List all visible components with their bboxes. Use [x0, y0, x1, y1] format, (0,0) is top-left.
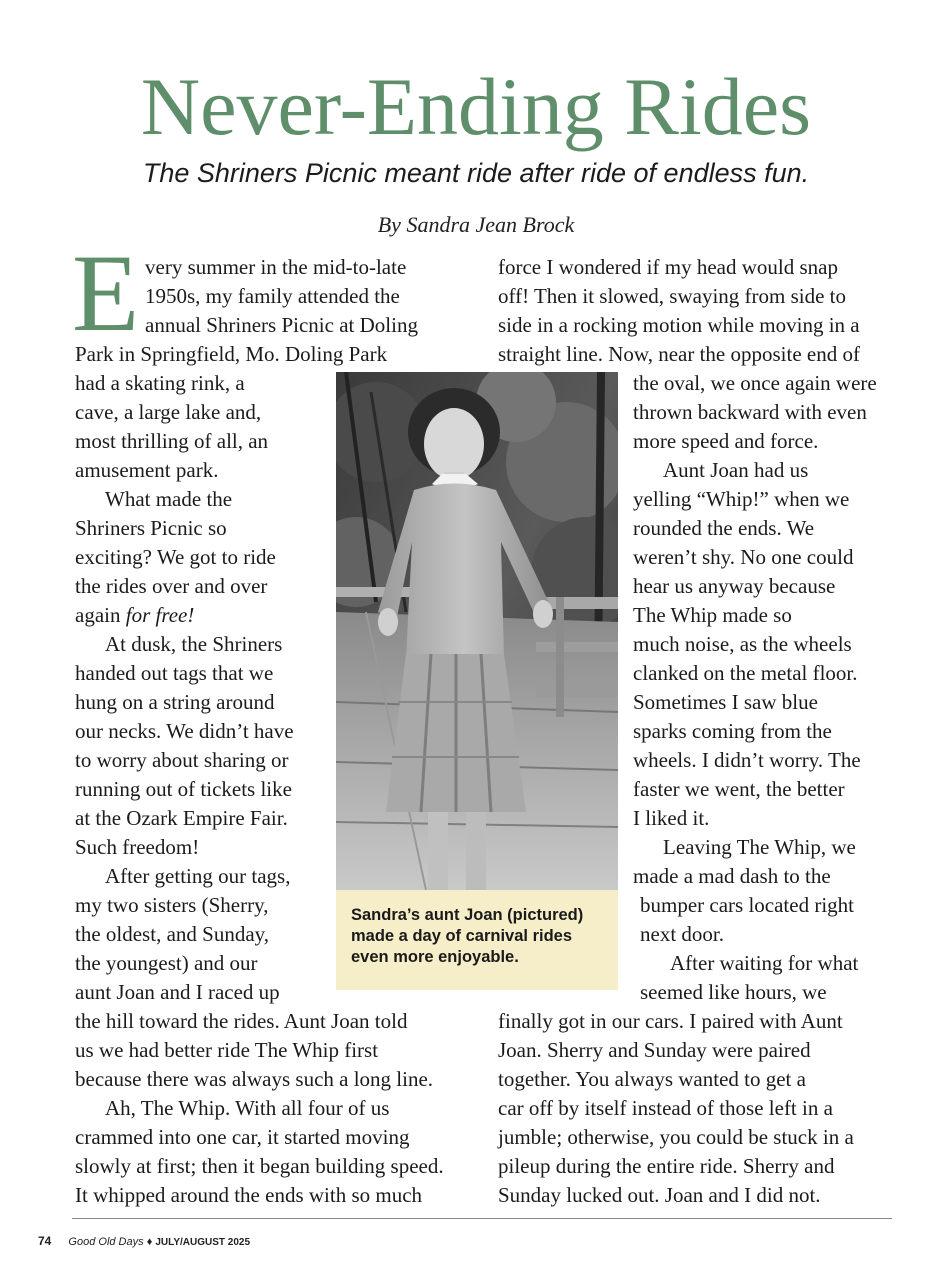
text-line: Leaving The Whip, we	[663, 835, 856, 859]
text-line: crammed into one car, it started moving	[75, 1125, 410, 1149]
text-line: Aunt Joan had us	[663, 458, 809, 482]
text-line: Park in Springfield, Mo. Doling Park	[75, 342, 388, 366]
text-line: force I wondered if my head would snap	[498, 255, 838, 279]
text-line: It whipped around the ends with so much	[75, 1183, 423, 1207]
text-line: cave, a large lake and,	[75, 400, 262, 424]
text-line: amusement park.	[75, 458, 219, 482]
text-line: Such freedom!	[75, 835, 200, 859]
article-byline: By Sandra Jean Brock	[377, 212, 575, 237]
text-line: our necks. We didn’t have	[75, 719, 294, 743]
issue-date: JULY/AUGUST 2025	[155, 1237, 251, 1248]
magazine-name: Good Old Days	[68, 1236, 144, 1248]
text-line: rounded the ends. We	[633, 516, 815, 540]
text-line: the oldest, and Sunday,	[75, 922, 270, 946]
text-line: car off by itself instead of those left in a	[498, 1096, 833, 1120]
text-line: running out of tickets like	[75, 777, 292, 801]
text-line: Sometimes I saw blue	[633, 690, 818, 714]
text-line: to worry about sharing or	[75, 748, 289, 772]
article-title: Never-Ending Rides	[140, 61, 812, 152]
text-line: us we had better ride The Whip first	[75, 1038, 379, 1062]
text-line: hear us anyway because	[633, 574, 836, 598]
text-line: seemed like hours, we	[640, 980, 827, 1004]
text-line: wheels. I didn’t worry. The	[633, 748, 861, 772]
text-line: thrown backward with even	[633, 400, 867, 424]
text-line: sparks coming from the	[633, 719, 832, 743]
text-line: Ah, The Whip. With all four of us	[105, 1096, 390, 1120]
text-line: very summer in the mid-to-late	[145, 255, 407, 279]
article-subtitle: The Shriners Picnic meant ride after ride of endless fun.	[142, 158, 810, 188]
text-line: had a skating rink, a	[75, 371, 245, 395]
text-line: handed out tags that we	[75, 661, 274, 685]
text-line: aunt Joan and I raced up	[75, 980, 280, 1004]
text-line: The Whip made so	[633, 603, 792, 627]
text-line: the rides over and over	[75, 574, 268, 598]
text-line: because there was always such a long line.	[75, 1067, 434, 1091]
text-line: most thrilling of all, an	[75, 429, 269, 453]
text-line: hung on a string around	[75, 690, 275, 714]
text-line: exciting? We got to ride	[75, 545, 276, 569]
text-line: After waiting for what	[670, 951, 859, 975]
text-line: more speed and force.	[633, 429, 819, 453]
text-line: weren’t shy. No one could	[633, 545, 854, 569]
text-segment: again	[75, 603, 126, 627]
page-number: 74	[38, 1234, 52, 1248]
text-line: the oval, we once again were	[633, 371, 877, 395]
text-line: finally got in our cars. I paired with Aunt	[498, 1009, 843, 1033]
text-line: Shriners Picnic so	[75, 516, 227, 540]
text-line: the youngest) and our	[75, 951, 258, 975]
text-line: Sunday lucked out. Joan and I did not.	[498, 1183, 821, 1207]
text-line: made a mad dash to the	[633, 864, 831, 888]
text-line	[75, 601, 194, 630]
text-line: annual Shriners Picnic at Doling	[145, 313, 418, 337]
text-line: At dusk, the Shriners	[105, 632, 283, 656]
text-line: much noise, as the wheels	[633, 632, 852, 656]
footer-divider	[72, 1218, 892, 1219]
drop-cap: E	[72, 232, 140, 354]
text-line: faster we went, the better	[633, 777, 845, 801]
text-line: my two sisters (Sherry,	[75, 893, 269, 917]
text-line: After getting our tags,	[105, 864, 291, 888]
text-line: off! Then it slowed, swaying from side to	[498, 284, 847, 308]
text-line: clanked on the metal floor.	[633, 661, 858, 685]
text-line: side in a rocking motion while moving in a	[498, 313, 860, 337]
text-line: straight line. Now, near the opposite end of	[498, 342, 860, 366]
text-line: Joan. Sherry and Sunday were paired	[498, 1038, 811, 1062]
photo-caption: Sandra’s aunt Joan (pictured) made a day of carnival rides even more enjoyable.	[336, 890, 618, 990]
text-line: pileup during the entire ride. Sherry and	[498, 1154, 835, 1178]
text-line: next door.	[640, 922, 724, 946]
text-line: I liked it.	[633, 806, 710, 830]
text-line: What made the	[105, 487, 233, 511]
text-line: yelling “Whip!” when we	[633, 487, 850, 511]
text-line: together. You always wanted to get a	[498, 1067, 806, 1091]
text-line: slowly at first; then it began building speed.	[75, 1154, 444, 1178]
text-line: 1950s, my family attended the	[145, 284, 400, 308]
text-line: bumper cars located right	[640, 893, 854, 917]
text-line: jumble; otherwise, you could be stuck in a	[498, 1125, 854, 1149]
diamond-separator-icon: ♦	[146, 1236, 153, 1248]
page-footer	[38, 1234, 250, 1248]
text-line: the hill toward the rides. Aunt Joan told	[75, 1009, 408, 1033]
italic-emphasis: for free!	[125, 603, 195, 627]
text-line: at the Ozark Empire Fair.	[75, 806, 288, 830]
aunt-joan-photo	[336, 372, 618, 890]
